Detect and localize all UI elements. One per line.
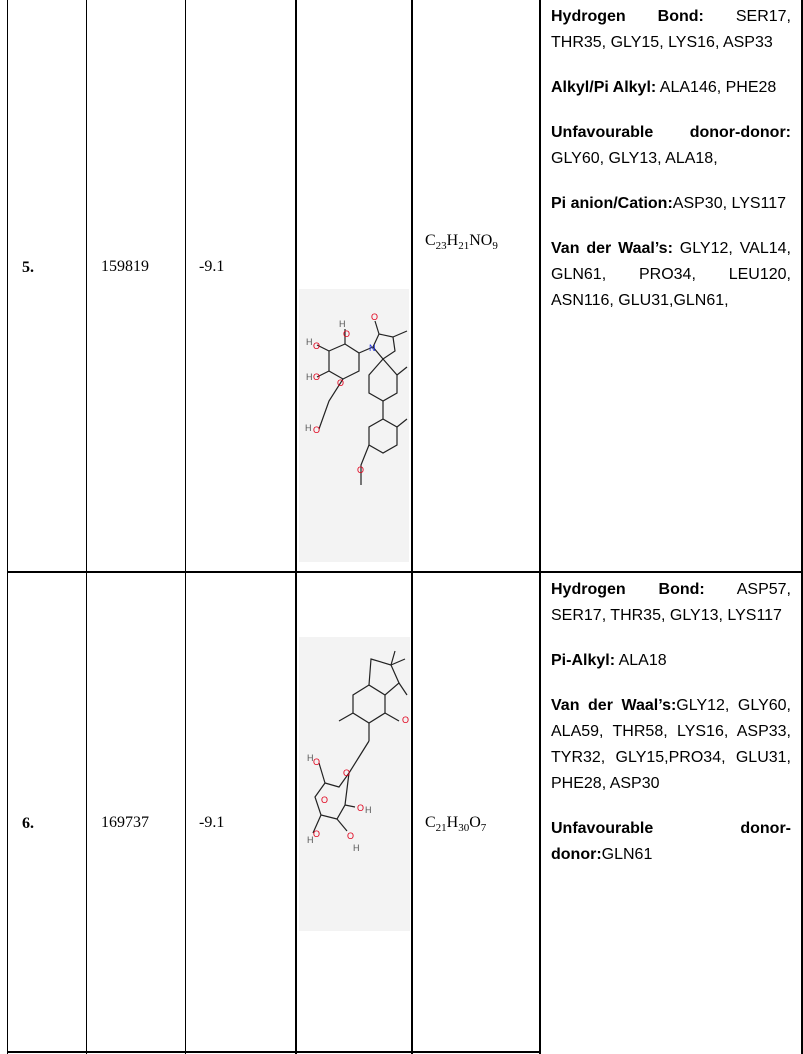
interaction-item: Hydrogen Bond: ASP57, SER17, THR35, GLY13, LYS117 — [551, 581, 791, 624]
interaction-item: Pi-Alkyl: ALA18 — [551, 652, 667, 669]
svg-text:H: H — [353, 843, 360, 853]
table-border-bottom — [7, 1051, 540, 1053]
table-border-left — [7, 0, 8, 1054]
row-divider — [7, 571, 803, 573]
svg-text:O: O — [313, 372, 321, 382]
svg-text:O: O — [343, 768, 351, 778]
interaction-item: Unfavourable donor-donor:GLN61 — [551, 820, 791, 863]
svg-text:O: O — [337, 378, 345, 388]
svg-text:H: H — [306, 372, 313, 382]
molecular-formula: $C_{23}H_{21}NO_9$ — [425, 232, 498, 252]
interaction-item: Van der Waal’s:GLY12, GLY60, ALA59, THR58, LYS16, ASP33, TYR32, GLY15,PRO34, GLU31, PHE28, ASP30 — [551, 697, 791, 792]
svg-text:O: O — [343, 329, 351, 339]
serial-number: 6. — [22, 815, 34, 832]
svg-text:O: O — [313, 425, 321, 435]
docking-score: -9.1 — [199, 814, 225, 831]
interaction-item: Pi anion/Cation:ASP30, LYS117 — [551, 195, 787, 212]
svg-text:O: O — [347, 831, 355, 841]
molecule-structure-drawing — [299, 289, 409, 562]
svg-text:H: H — [306, 337, 313, 347]
column-divider — [295, 0, 297, 1054]
compound-id: 159819 — [101, 258, 149, 275]
column-divider — [411, 0, 413, 1054]
molecule-structure-image — [299, 289, 409, 562]
interaction-item: Van der Waal’s: GLY12, VAL14, GLN61, PRO34, LEU120, ASN116, GLU31,GLN61, — [551, 240, 791, 309]
svg-text:O: O — [313, 757, 321, 767]
svg-text:H: H — [339, 319, 346, 329]
svg-text:O: O — [357, 465, 365, 475]
column-divider — [185, 0, 186, 1054]
interaction-item: Unfavourable donor-donor: GLY60, GLY13, ALA18, — [551, 124, 791, 167]
interaction-list — [551, 4, 791, 333]
svg-text:O: O — [357, 803, 365, 813]
svg-text:H: H — [307, 835, 314, 845]
svg-text:H: H — [365, 805, 372, 815]
serial-number: 5. — [22, 259, 34, 276]
column-divider — [86, 0, 87, 1054]
interaction-item: Hydrogen Bond: SER17, THR35, GLY15, LYS16, ASP33 — [551, 8, 791, 51]
svg-text:O: O — [402, 715, 410, 725]
compound-id: 169737 — [101, 814, 149, 831]
svg-text:O: O — [321, 795, 329, 805]
interaction-item: Alkyl/Pi Alkyl: ALA146, PHE28 — [551, 79, 777, 96]
molecular-formula: $C_{21}H_{30}O_7$ — [425, 814, 487, 834]
interaction-list — [551, 577, 791, 887]
molecule-structure-image — [299, 637, 410, 931]
svg-text:N: N — [369, 343, 376, 353]
svg-text:O: O — [313, 829, 321, 839]
svg-text:O: O — [313, 341, 321, 351]
molecule-structure-drawing — [299, 637, 410, 931]
svg-text:O: O — [371, 312, 379, 322]
docking-score: -9.1 — [199, 258, 225, 275]
column-divider — [539, 0, 541, 1054]
svg-text:H: H — [305, 423, 312, 433]
svg-text:H: H — [307, 753, 314, 763]
